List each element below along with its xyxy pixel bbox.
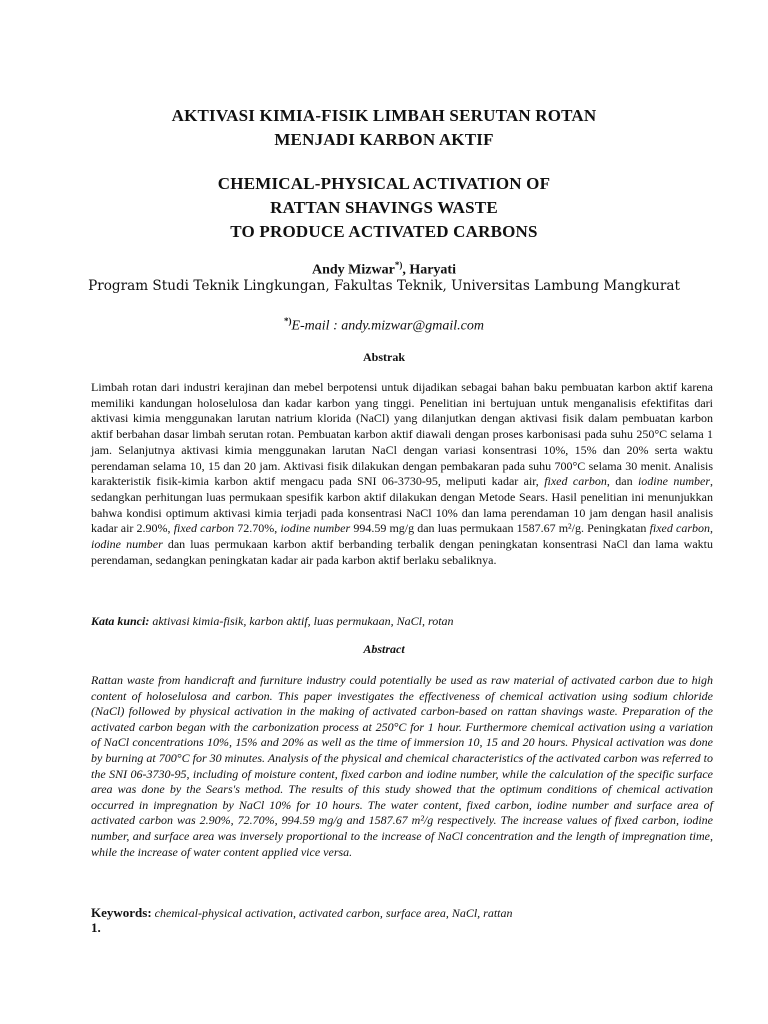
title-en-line-3: TO PRODUCE ACTIVATED CARBONS bbox=[230, 222, 538, 241]
abstrak-fixed-carbon-1: fixed carbon bbox=[544, 474, 607, 489]
abstrak-heading: Abstrak bbox=[362, 350, 405, 364]
author-rest: , Haryati bbox=[402, 262, 456, 278]
keywords-label: Keywords: bbox=[91, 905, 152, 920]
abstrak-text-1: Limbah rotan dari industri kerajinan dan mebel berpotensi untuk dijadikan sebagai bahan baku pembuatan karbon aktif karena memiliki kandungan holoselulosa dan kadar karbon yang tinggi. Penelitian ini bertujuan untuk menganalisis efektifitas dari aktivasi kimia menggunakan larutan natrium klorida (NaCl) yang dilanjutkan dengan aktivasi fisik dalam pembuatan karbon aktif berbahan dasar limbah serutan rotan. Pembuatan karbon aktif diawali dengan proses karbonisasi pada suhu 250°C selama 1 jam. Selanjutnya aktivasi kimia menggunakan larutan NaCl dengan variasi konsentrasi 10%, 15% dan 20% serta waktu perendaman selama 10, 15 dan 20 jam. Aktivasi fisik dilakukan dengan pembakaran pada suhu 700°C selama 30 menit. Analisis karakteristik fisik-kimia karbon aktif mengacu pada SNI 06-3730-95, meliputi kadar air, bbox=[91, 380, 713, 489]
abstrak-fixed-carbon-3: fixed carbon bbox=[649, 521, 711, 536]
keywords bbox=[91, 905, 713, 921]
abstrak-text-2: , dan bbox=[606, 474, 638, 489]
section-number: 1. bbox=[91, 920, 101, 935]
email-mark: *) bbox=[283, 316, 292, 326]
paper-title-indonesian bbox=[0, 104, 768, 152]
abstrak-text-3: , sedangkan perhitungan luas permukaan spesifik karbon aktif dilakukan dengan Metode Sears. Hasil penelitian ini menunjukkan bahwa kondisi optimum aktivasi kimia terjadi pada konsentrasi NaCl 10% dan lama perendaman 10 jam dengan hasil analisis kadar air 2.90%, bbox=[91, 474, 713, 536]
kata-kunci-text: aktivasi kimia-fisik, karbon aktif, luas permukaan, NaCl, rotan bbox=[149, 614, 454, 628]
kata-kunci bbox=[91, 614, 713, 629]
abstract-body: Rattan waste from handicraft and furniture industry could potentially be used as raw material of activated carbon due to high content of holoselulosa and carbon. This paper investigates the effectiveness of chemical activation using sodium chloride (NaCl) followed by physical activation in the making of activated carbon-based on rattan shavings waste. Preparation of the activated carbon began with the carbonization process at 250°C for 1 hour. Furthermore chemical activation using a variation of NaCl concentrations 10%, 15% and 20% as well as the time of immersion 10, 15 and 20 hours. Physical activation was done by burning at 700°C for 30 minutes. Analysis of the physical and chemical characteristics of the activated carbon was referred to the SNI 06-3730-95, including of moisture content, fixed carbon and iodine number, while the calculation of the specific surface area was done by the Sears's method. The results of this study showed that the optimum conditions of chemical activation occurred in impregnation by NaCl 10% for 10 hours. The water content, fixed carbon, iodine number and surface area of activated carbon was 2.90%, 72.70%, 994.59 mg/g and 1587.67 m²/g respectively. The increase values of fixed carbon, iodine number, and surface area was inversely proportional to the increase of NaCl concentration and the length of impregnation time, while the increase of water content applied vice versa. bbox=[91, 673, 713, 859]
abstrak-text-7: dan luas permukaan karbon aktif berbanding terbalik dengan peningkatan konsentrasi NaCl dan lama waktu perendaman, sedangkan peningkatan kadar air pada karbon aktif berlaku sebaliknya. bbox=[91, 537, 713, 567]
contact-email bbox=[0, 316, 768, 335]
abstrak-iodine-number-2: iodine number bbox=[280, 521, 351, 536]
email-text: E-mail : andy.mizwar@gmail.com bbox=[291, 318, 485, 334]
abstract-heading: Abstract bbox=[363, 642, 405, 656]
title-id-line-2: MENJADI KARBON AKTIF bbox=[274, 130, 494, 149]
abstrak-text-5: 994.59 mg/g dan luas permukaan 1587.67 m²/g. Peningkatan bbox=[350, 521, 650, 536]
affiliation: Program Studi Teknik Lingkungan, Fakultas Teknik, Universitas Lambung Mangkurat bbox=[88, 278, 680, 294]
title-en-line-2: RATTAN SHAVINGS WASTE bbox=[270, 198, 498, 217]
author-first: Andy Mizwar bbox=[312, 262, 395, 278]
keywords-text: chemical-physical activation, activated carbon, surface area, NaCl, rattan bbox=[151, 906, 513, 920]
abstrak-iodine-number-1: iodine number bbox=[637, 474, 710, 489]
corresponding-mark: *) bbox=[394, 260, 403, 270]
abstrak-iodine-number-3: iodine number bbox=[91, 537, 163, 552]
abstrak-fixed-carbon-2: fixed carbon bbox=[173, 521, 235, 536]
kata-kunci-label: Kata kunci: bbox=[91, 614, 150, 628]
paper-title-english bbox=[0, 172, 768, 244]
author-list bbox=[0, 260, 768, 279]
abstrak-body bbox=[91, 380, 713, 568]
title-en-line-1: CHEMICAL-PHYSICAL ACTIVATION OF bbox=[217, 174, 551, 193]
abstrak-text-6: , bbox=[710, 521, 714, 536]
abstrak-text-4: 72.70%, bbox=[234, 521, 281, 536]
title-id-line-1: AKTIVASI KIMIA-FISIK LIMBAH SERUTAN ROTAN bbox=[171, 106, 597, 125]
